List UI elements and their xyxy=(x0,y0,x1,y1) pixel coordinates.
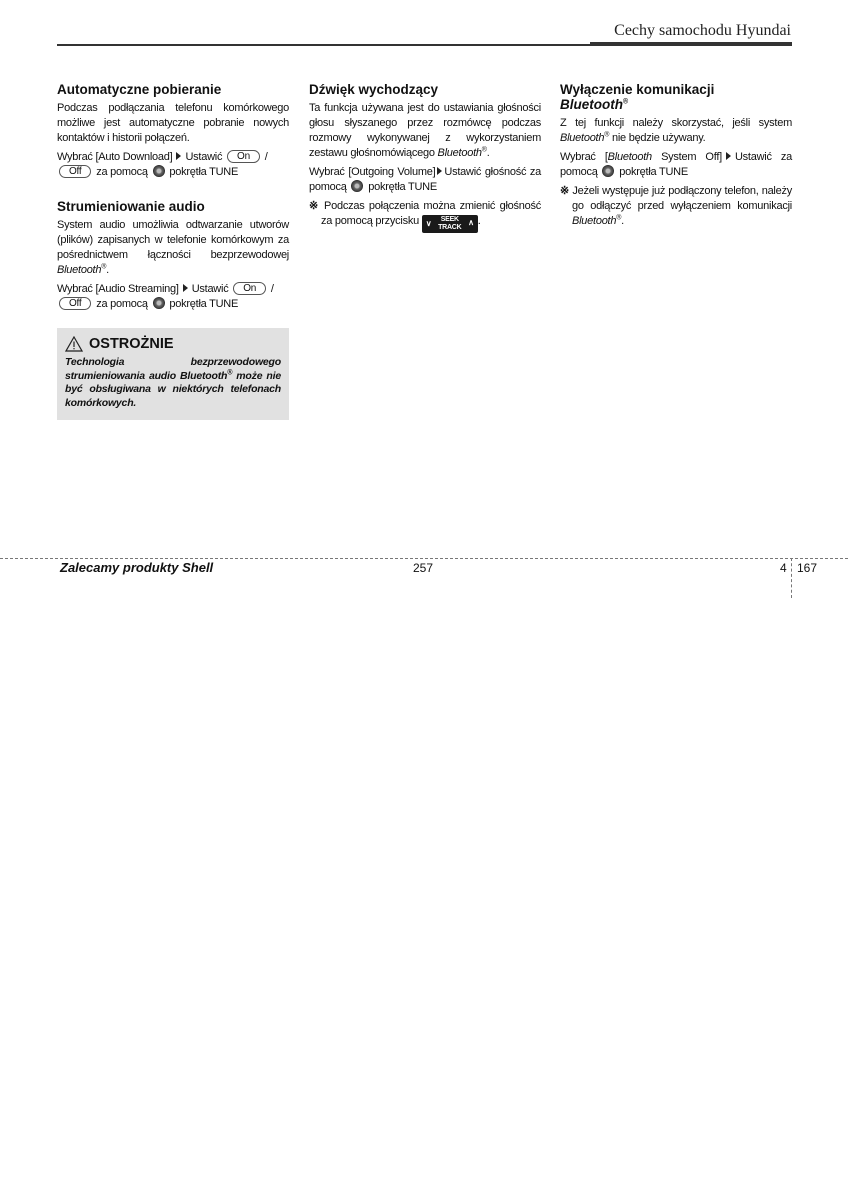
footer-dashed-divider xyxy=(791,558,792,598)
footer-page-number: 167 xyxy=(797,561,818,575)
period: . xyxy=(486,147,490,159)
seek-track-button-icon xyxy=(422,215,478,233)
para-auto-download: Podczas podłączania telefonu komórkowego możliwe jest automatyczne pobranie nowych kontaktów i historii połączeń. xyxy=(57,102,289,144)
footer-slogan: Zalecamy produkty Shell xyxy=(60,560,214,575)
off-button-icon: Off xyxy=(59,297,91,310)
caution-title-text: OSTROŻNIE xyxy=(89,336,174,352)
arrow-right-icon xyxy=(437,167,442,175)
note-outgoing-volume xyxy=(309,199,541,233)
para-outgoing-volume xyxy=(309,101,541,161)
bluetooth-text: Bluetooth xyxy=(57,264,102,276)
on-button-icon: On xyxy=(233,282,266,295)
caution-text-b: może nie być obsługiwana w niektórych telefonach komórkowych. xyxy=(65,369,281,409)
instr-text: System Off] xyxy=(651,151,722,163)
para-text: System audio umożliwia odtwarzanie utworów (plików) zapisanych w telefonie komórkowym za pośrednictwem łączności bezprzewodowej xyxy=(57,219,289,261)
note-text: Jeżeli występuje już podłączony telefon, należy go odłączyć przed wyłączeniem komunikacji xyxy=(572,185,792,212)
para-text: nie będzie używany. xyxy=(609,132,706,144)
para-bluetooth-off xyxy=(560,116,792,146)
note-mark-icon: ※ xyxy=(560,185,570,197)
caution-text-a: Technologia bezprzewodowego strumieniowania audio Bluetooth xyxy=(65,356,281,382)
heading-bluetooth-off xyxy=(560,82,792,112)
heading-auto-download: Automatyczne pobieranie xyxy=(57,82,222,97)
instr-text: Wybrać [ xyxy=(560,151,608,163)
tune-knob-icon xyxy=(153,297,165,309)
footer-center-number: 257 xyxy=(413,561,434,575)
period: . xyxy=(477,215,481,227)
note-text: Podczas połączenia można zmienić głośność za pomocą przycisku xyxy=(321,200,541,227)
instruction-outgoing-volume xyxy=(309,165,541,195)
registered-mark: ® xyxy=(227,369,233,376)
period: . xyxy=(106,264,109,276)
registered-mark: ® xyxy=(623,98,629,106)
tune-knob-icon xyxy=(351,180,363,192)
arrow-right-icon xyxy=(176,152,181,160)
instr-text: pokrętła TUNE xyxy=(619,166,688,178)
footer-dashed-rule xyxy=(0,558,848,559)
heading-text: Wyłączenie komunikacji xyxy=(560,82,715,97)
instruction-auto-download xyxy=(57,150,289,180)
arrow-right-icon xyxy=(726,152,731,160)
registered-mark: ® xyxy=(616,214,622,222)
instr-text: za pomocą xyxy=(96,166,148,178)
instr-text: Wybrać [Auto Download] xyxy=(57,151,173,163)
header-rule-accent xyxy=(590,42,792,45)
instr-text: Ustawić xyxy=(185,151,223,163)
para-text: Ta funkcja używana jest do ustawiania głośności głosu słyszanego przez rozmówcę podczas rozmowy wykonywanej z wykorzystaniem zestawu głośnomówiącego xyxy=(309,102,541,159)
off-button-icon: Off xyxy=(59,165,91,178)
slash: / xyxy=(270,283,274,295)
warning-icon xyxy=(65,336,83,352)
bluetooth-text: Bluetooth xyxy=(572,215,617,227)
bluetooth-text: Bluetooth xyxy=(560,132,605,144)
instr-text: pokrętła TUNE xyxy=(169,298,239,310)
instr-text: Wybrać [Outgoing Volume] xyxy=(309,166,436,178)
column-2 xyxy=(309,82,541,237)
note-mark-icon: ※ xyxy=(309,200,320,212)
bluetooth-text: Bluetooth xyxy=(607,151,652,163)
period: . xyxy=(621,215,624,227)
instr-text: Ustawić za pomocą xyxy=(560,151,792,178)
registered-mark: ® xyxy=(101,263,107,271)
instr-text: Ustawić głośność za pomocą xyxy=(309,166,541,193)
para-audio-streaming xyxy=(57,218,289,278)
caution-title xyxy=(65,336,281,352)
footer-section-number: 4 xyxy=(780,561,787,575)
instr-text: za pomocą xyxy=(96,298,148,310)
instr-text: Wybrać [Audio Streaming] xyxy=(57,283,179,295)
track-label: TRACK xyxy=(438,224,462,231)
instruction-audio-streaming xyxy=(57,282,289,312)
chevron-up-icon: ∧ xyxy=(468,218,474,227)
on-button-icon: On xyxy=(227,150,260,163)
chevron-down-icon: ∨ xyxy=(425,219,432,228)
tune-knob-icon xyxy=(602,165,614,177)
column-3 xyxy=(560,82,792,233)
column-1 xyxy=(57,82,289,420)
para-text: Z tej funkcji należy skorzystać, jeśli system xyxy=(560,117,792,129)
instr-text: Ustawić xyxy=(191,283,229,295)
caution-box xyxy=(57,328,289,420)
seek-label: SEEK xyxy=(440,216,459,223)
heading-outgoing-volume: Dźwięk wychodzący xyxy=(309,82,439,97)
heading-audio-streaming: Strumieniowanie audio xyxy=(57,199,205,214)
note-bluetooth-off xyxy=(560,184,792,229)
registered-mark: ® xyxy=(604,131,610,139)
arrow-right-icon xyxy=(183,284,188,292)
instr-text: pokrętła TUNE xyxy=(368,181,437,193)
registered-mark: ® xyxy=(481,146,487,154)
bluetooth-text: Bluetooth xyxy=(560,97,623,112)
bluetooth-text: Bluetooth xyxy=(437,147,482,159)
slash: / xyxy=(264,151,268,163)
tune-knob-icon xyxy=(153,165,165,177)
page-header-title: Cechy samochodu Hyundai xyxy=(614,22,791,39)
caution-text xyxy=(65,356,281,410)
instr-text: pokrętła TUNE xyxy=(169,166,239,178)
instruction-bluetooth-off xyxy=(560,150,792,180)
